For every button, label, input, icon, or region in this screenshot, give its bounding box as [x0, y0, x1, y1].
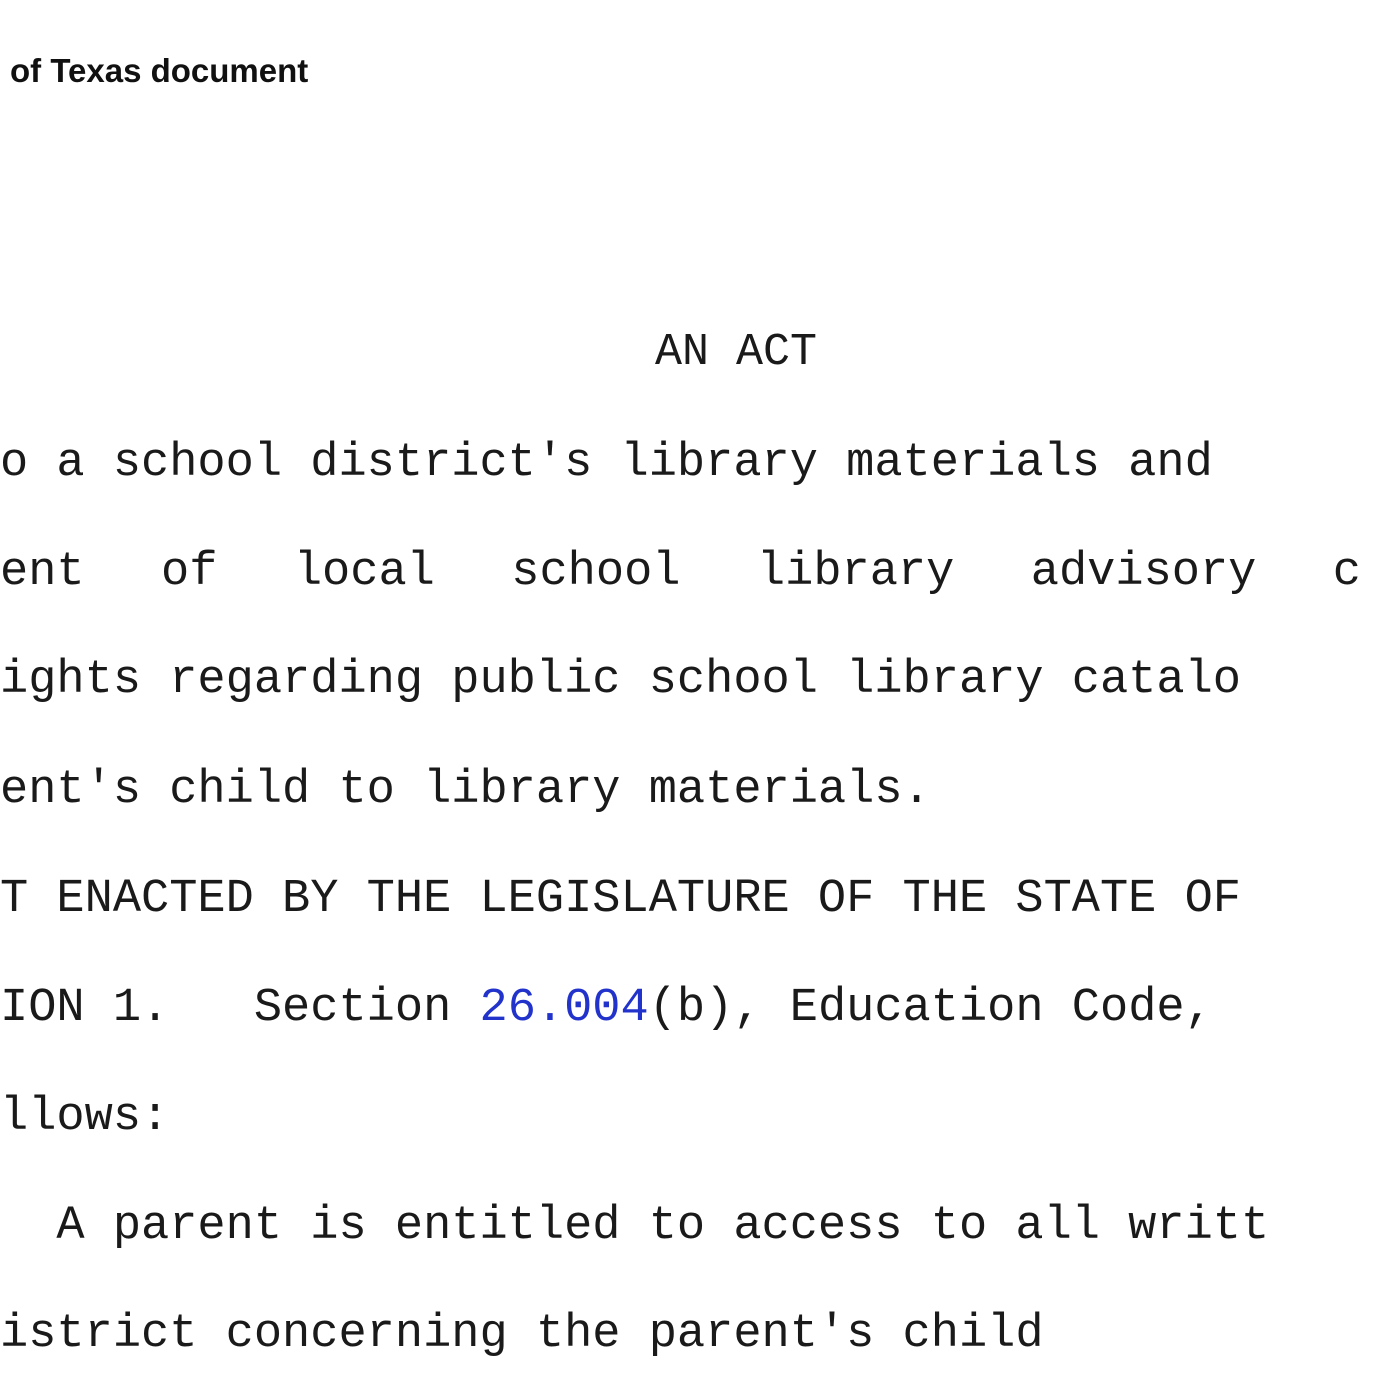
section-1-suffix: (b), Education Code, [648, 982, 1213, 1035]
section-1-line [0, 982, 1213, 1035]
caption-line-2: ent of local school library advisory c [0, 546, 1362, 599]
subsection-text-line-2: istrict concerning the parent's child [0, 1308, 1044, 1361]
caption-line-3: ights regarding public school library catalo [0, 654, 1242, 707]
section-1-prefix: ION 1. Section [0, 982, 480, 1035]
subsection-text-line-1: A parent is entitled to access to all writt [0, 1200, 1270, 1253]
enacting-clause: T ENACTED BY THE LEGISLATURE OF THE STATE OF [0, 873, 1242, 926]
act-title: AN ACT [655, 327, 818, 378]
caption-line-1: o a school district's library materials and [0, 437, 1213, 490]
document-header-title: of Texas document [10, 52, 309, 89]
caption-line-4: ent's child to library materials. [0, 764, 931, 817]
amended-text-intro: llows: [0, 1091, 170, 1144]
education-code-section-link[interactable]: 26.004 [479, 982, 649, 1035]
